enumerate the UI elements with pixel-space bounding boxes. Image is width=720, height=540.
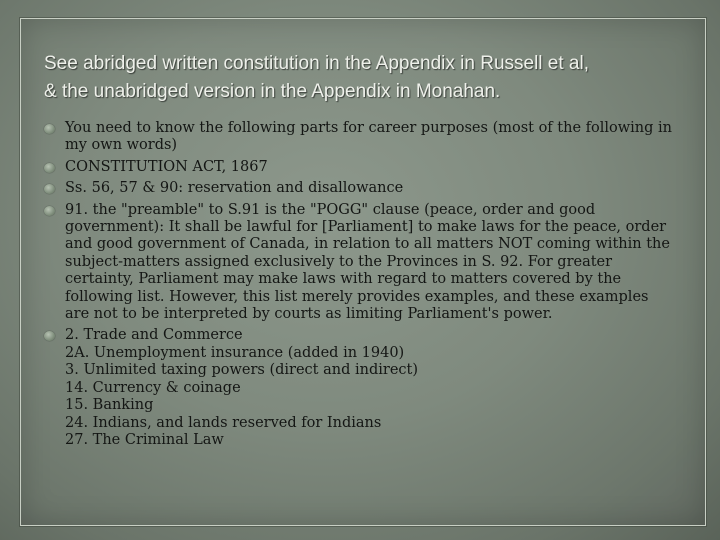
bullet-item-reservation [44,180,674,197]
bullet-text: CONSTITUTION ACT, 1867 [65,158,268,175]
list-item: 24. Indians, and lands reserved for Indians [65,414,382,431]
bullet-item-pogg [44,202,674,324]
bullet-icon [44,184,55,194]
bullet-icon [44,206,55,216]
title-line-2: & the unabridged version in the Appendix in Monahan. [44,81,501,102]
list-item: 2A. Unemployment insurance (added in 1940) [65,344,405,361]
bullet-list [44,120,674,453]
title-line-1: See abridged written constitution in the Appendix in Russell et al, [44,53,589,74]
list-item: 2. Trade and Commerce [65,327,243,344]
powers-list [65,327,674,449]
bullet-text: Ss. 56, 57 & 90: reservation and disallowance [65,180,404,197]
bullet-text: You need to know the following parts for career purposes (most of the following in my own words) [65,120,672,154]
bullet-item-career-purposes [44,120,674,155]
slide-title [44,50,684,106]
bullet-icon [44,124,55,134]
list-item: 3. Unlimited taxing powers (direct and indirect) [65,362,418,379]
list-item: 27. The Criminal Law [65,431,224,448]
bullet-item-constitution-act [44,159,674,176]
bullet-icon [44,331,55,341]
bullet-item-powers-list [44,327,674,449]
list-item: 15. Banking [65,397,154,414]
list-item: 14. Currency & coinage [65,379,241,396]
bullet-icon [44,163,55,173]
bullet-text: 91. the "preamble" to S.91 is the "POGG" clause (peace, order and good government): It shall be lawful for [Parliament] to make laws for the peace, order and good government of Canada, in relation to all matters NOT coming within the subject-matters assigned exclusively to the Provinces in S. 92. For greater certainty, Parliament may make laws with regard to matters covered by the following list. However, this list merely provides examples, and these examples are not to be interpreted by courts as limiting Parliament's power. [65,201,670,323]
